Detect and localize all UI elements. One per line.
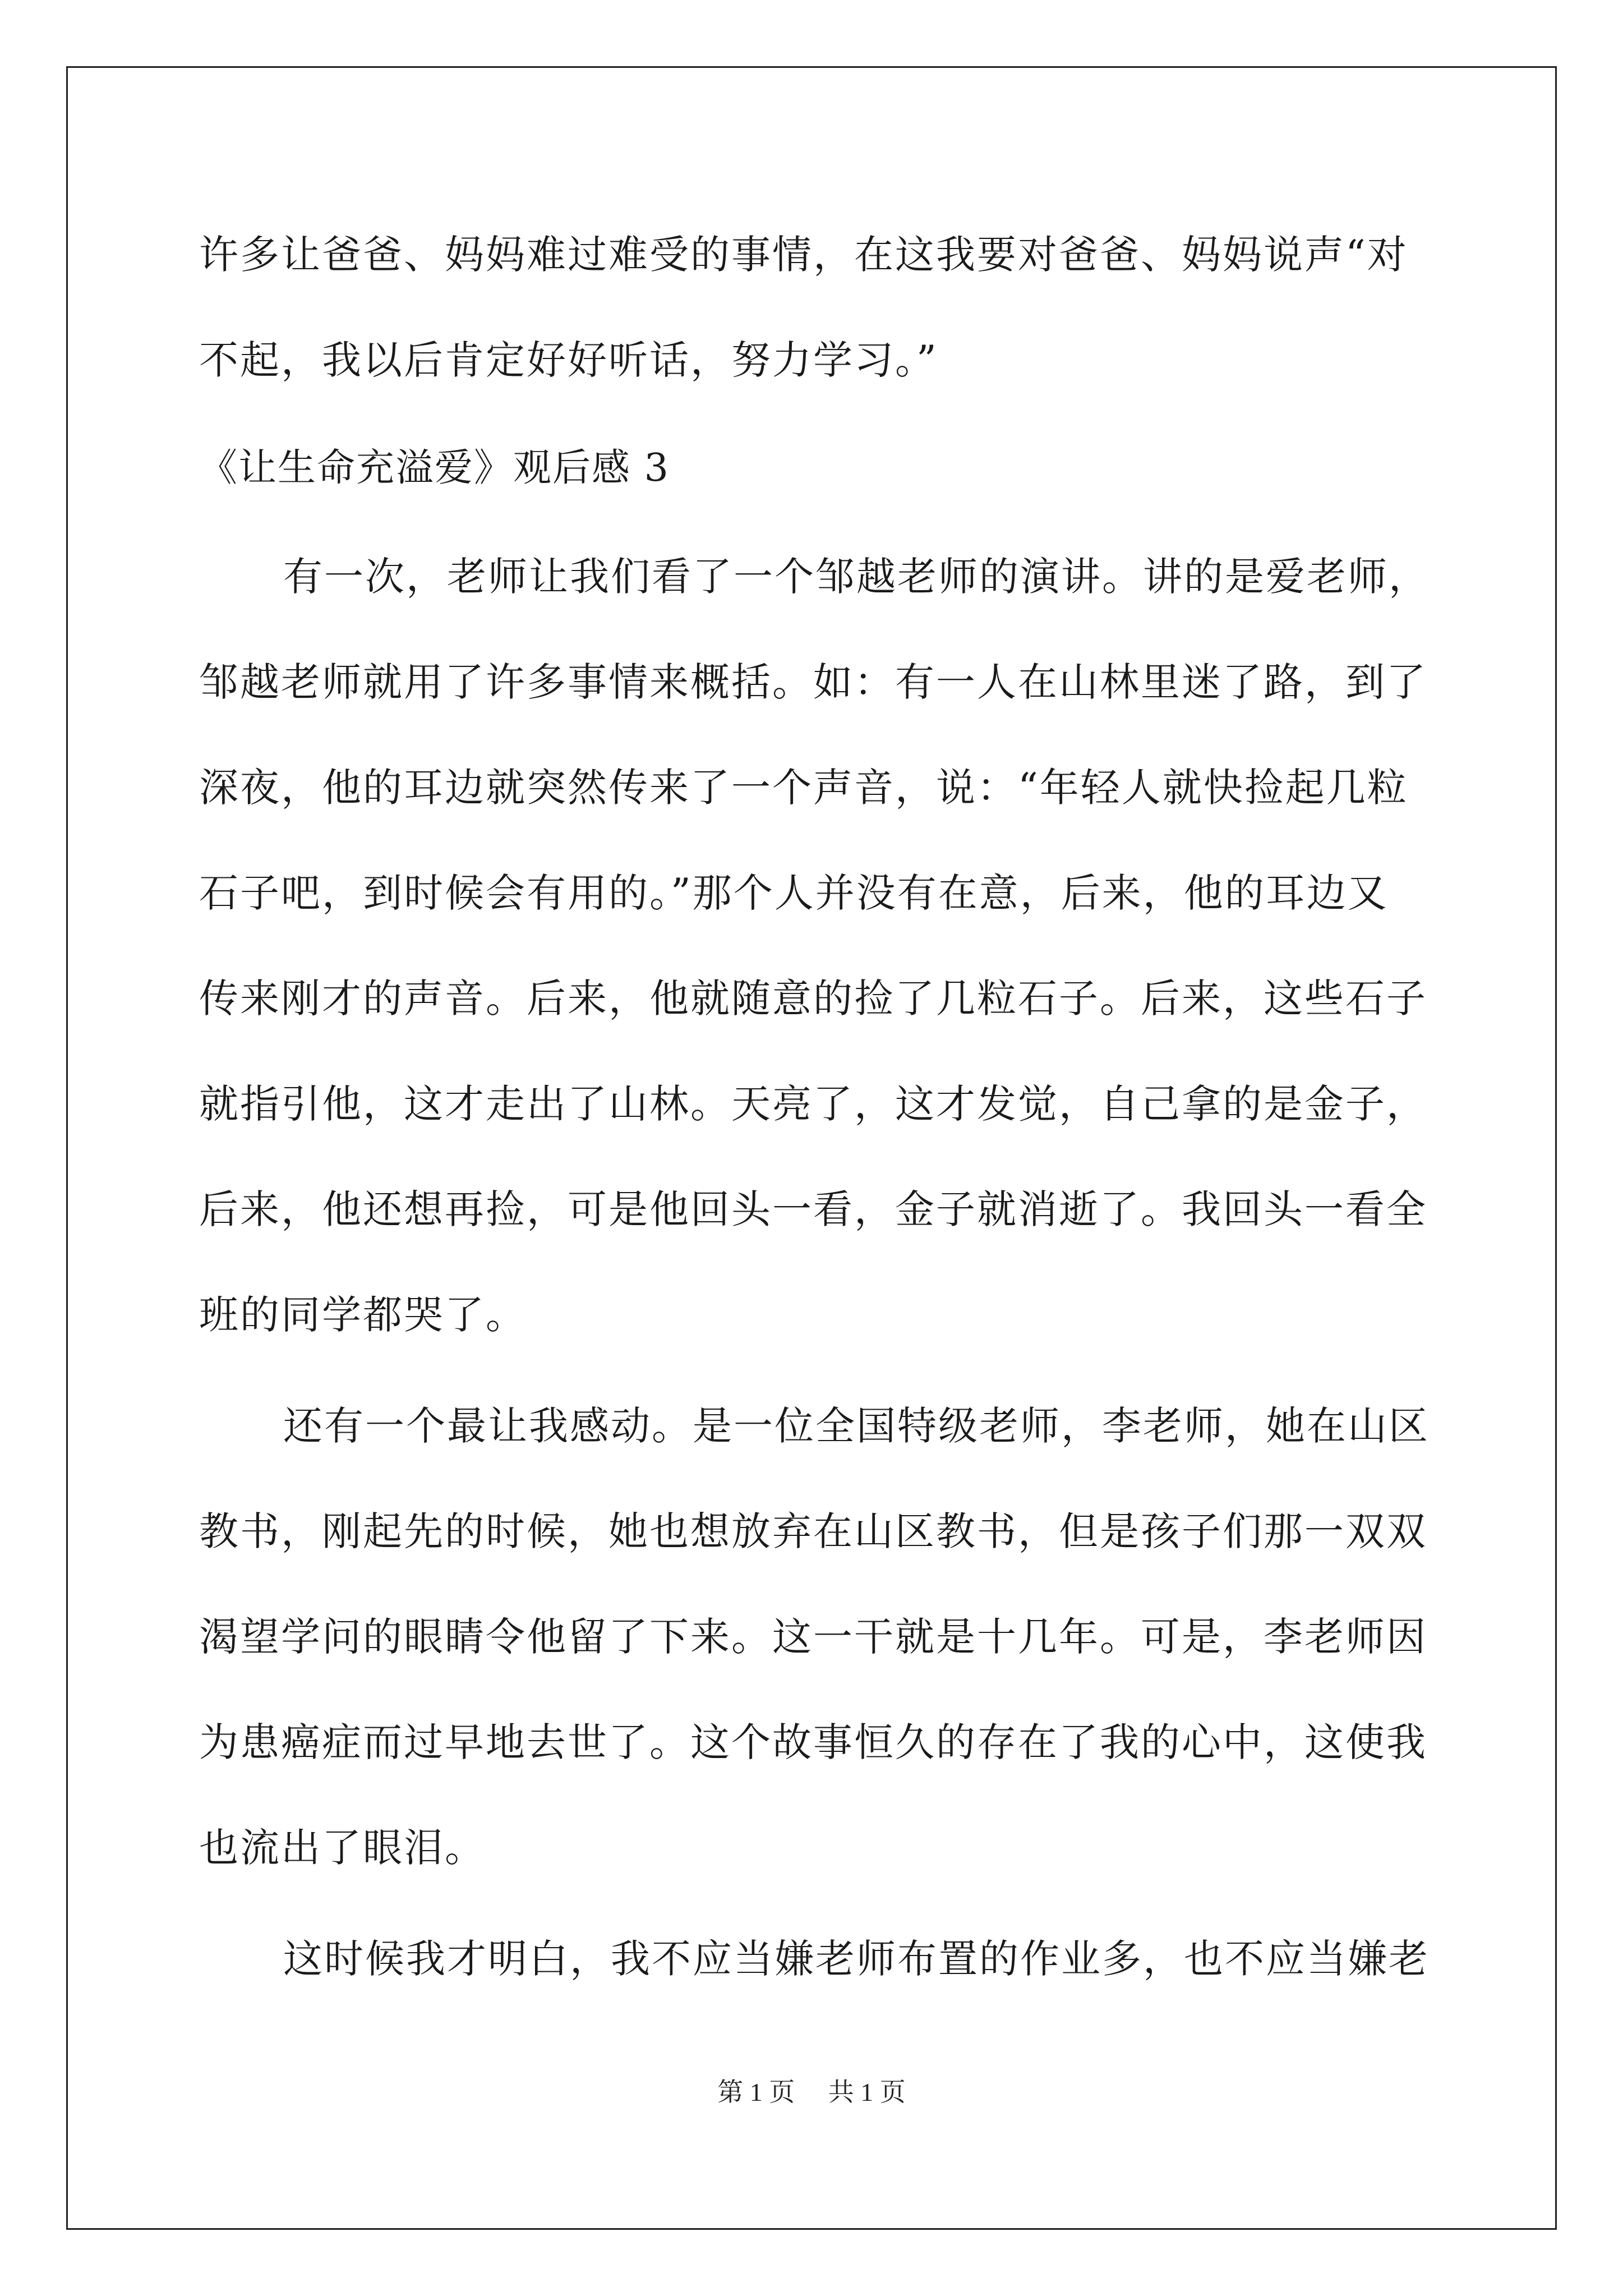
text-line: 就指引他，这才走出了山林。天亮了，这才发觉，自己拿的是金子，: [199, 1081, 1427, 1127]
page-footer: [0, 2076, 1623, 2109]
text-line: 班的同学都哭了。: [199, 1292, 527, 1338]
text-line: 为患癌症而过早地去世了。这个故事恒久的存在了我的心中，这使我: [199, 1719, 1427, 1765]
section-title: 《让生命充溢爱》观后感 3: [199, 446, 670, 490]
paragraph-first-line: 还有一个最让我感动。是一位全国特级老师，李老师，她在山区: [283, 1403, 1430, 1449]
text-line: 邹越老师就用了许多事情来概括。如：有一人在山林里迷了路，到了: [199, 659, 1427, 705]
page-number: 第 1 页: [717, 2078, 795, 2106]
text-line: 教书，刚起先的时候，她也想放弃在山区教书，但是孩子们那一双双: [199, 1508, 1427, 1554]
text-line: 石子吧，到时候会有用的。”那个人并没有在意，后来，他的耳边又: [199, 870, 1389, 916]
text-line: 深夜，他的耳边就突然传来了一个声音，说：“年轻人就快捡起几粒: [199, 765, 1408, 811]
text-line: 后来，他还想再捡，可是他回头一看，金子就消逝了。我回头一看全: [199, 1186, 1427, 1232]
page-total: 共 1 页: [828, 2078, 906, 2106]
paragraph-first-line: 有一次，老师让我们看了一个邹越老师的演讲。讲的是爱老师，: [283, 554, 1430, 600]
text-line: 不起，我以后肯定好好听话，努力学习。”: [199, 337, 938, 383]
paragraph-first-line: 这时候我才明白，我不应当嫌老师布置的作业多，也不应当嫌老: [283, 1936, 1430, 1982]
document-body: [199, 202, 1430, 2012]
text-line: 许多让爸爸、妈妈难过难受的事情，在这我要对爸爸、妈妈说声“对: [199, 232, 1408, 278]
text-line: 也流出了眼泪。: [199, 1825, 486, 1871]
text-line: 传来刚才的声音。后来，他就随意的捡了几粒石子。后来，这些石子: [199, 976, 1427, 1022]
text-line: 渴望学问的眼睛令他留了下来。这一干就是十几年。可是，李老师因: [199, 1614, 1427, 1660]
